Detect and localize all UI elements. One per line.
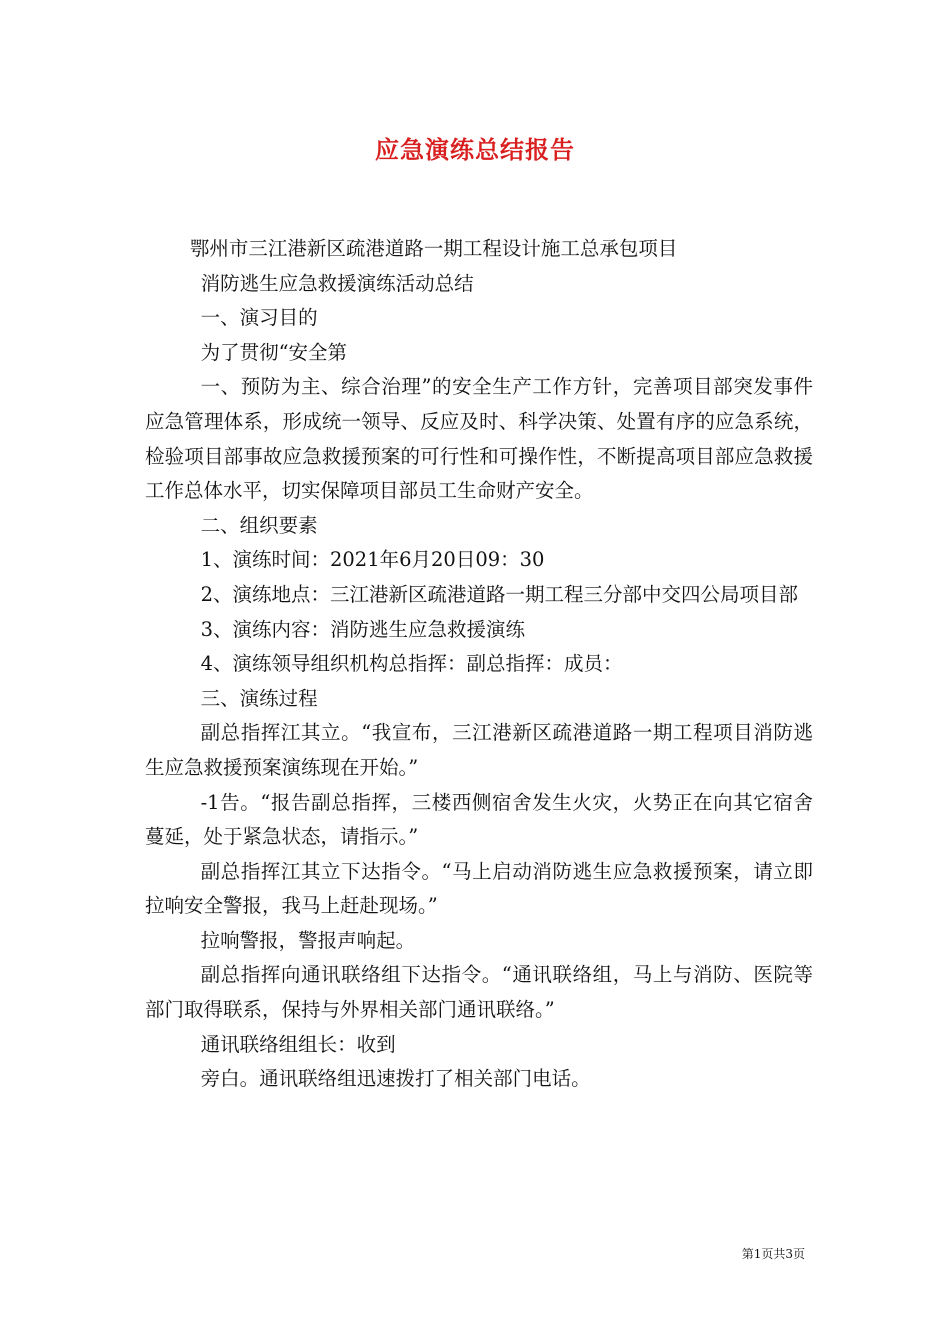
paragraph: 拉响警报，警报声响起。: [200, 928, 416, 952]
paragraph-summary-title: 消防逃生应急救援演练活动总结: [200, 271, 474, 295]
paragraph: 副总指挥江其立下达指令。“马上启动消防逃生应急救援预案，请立即拉响安全警报，我马上赶赴现场。”: [145, 859, 813, 918]
paragraph: 一、预防为主、综合治理”的安全生产工作方针，完善项目部突发事件应急管理体系，形成统一领导、反应及时、科学决策、处置有序的应急系统，检验项目部事故应急救援预案的可行性和可操作性，不断提高项目部应急救援工作总体水平，切实保障项目部员工生命财产安全。: [145, 375, 813, 503]
list-item-drill-time: 1、演练时间：2021年6月20日09：30: [200, 548, 545, 572]
paragraph: 副总指挥向通讯联络组下达指令。“通讯联络组，马上与消防、医院等部门取得联系，保持与外界相关部门通讯联络。”: [145, 963, 813, 1022]
document-title: 应急演练总结报告: [375, 136, 575, 164]
section-heading-process: 三、演练过程: [200, 686, 318, 710]
paragraph: 旁白。通讯联络组迅速拨打了相关部门电话。: [200, 1067, 591, 1091]
paragraph: 为了贯彻“安全第: [200, 340, 348, 364]
page-number: 第1页共3页: [741, 1247, 805, 1261]
document-body: [145, 232, 813, 1097]
paragraph-project-name: 鄂州市三江港新区疏港道路一期工程设计施工总承包项目: [189, 237, 678, 260]
paragraph: 副总指挥江其立。“我宣布，三江港新区疏港道路一期工程项目消防逃生应急救援预案演练现在开始。”: [145, 721, 813, 779]
section-heading-purpose: 一、演习目的: [200, 306, 318, 330]
paragraph: -1告。“报告副总指挥，三楼西侧宿舍发生火灾，火势正在向其它宿舍蔓延，处于紧急状态，请指示。”: [145, 790, 813, 849]
section-heading-organization: 二、组织要素: [200, 513, 318, 537]
list-item-drill-content: 3、演练内容：消防逃生应急救援演练: [200, 617, 525, 641]
paragraph: 通讯联络组组长：收到: [200, 1032, 396, 1056]
list-item-drill-leadership: 4、演练领导组织机构总指挥：副总指挥：成员：: [200, 652, 623, 676]
list-item-drill-location: 2、演练地点：三江港新区疏港道路一期工程三分部中交四公局项目部: [200, 582, 798, 606]
